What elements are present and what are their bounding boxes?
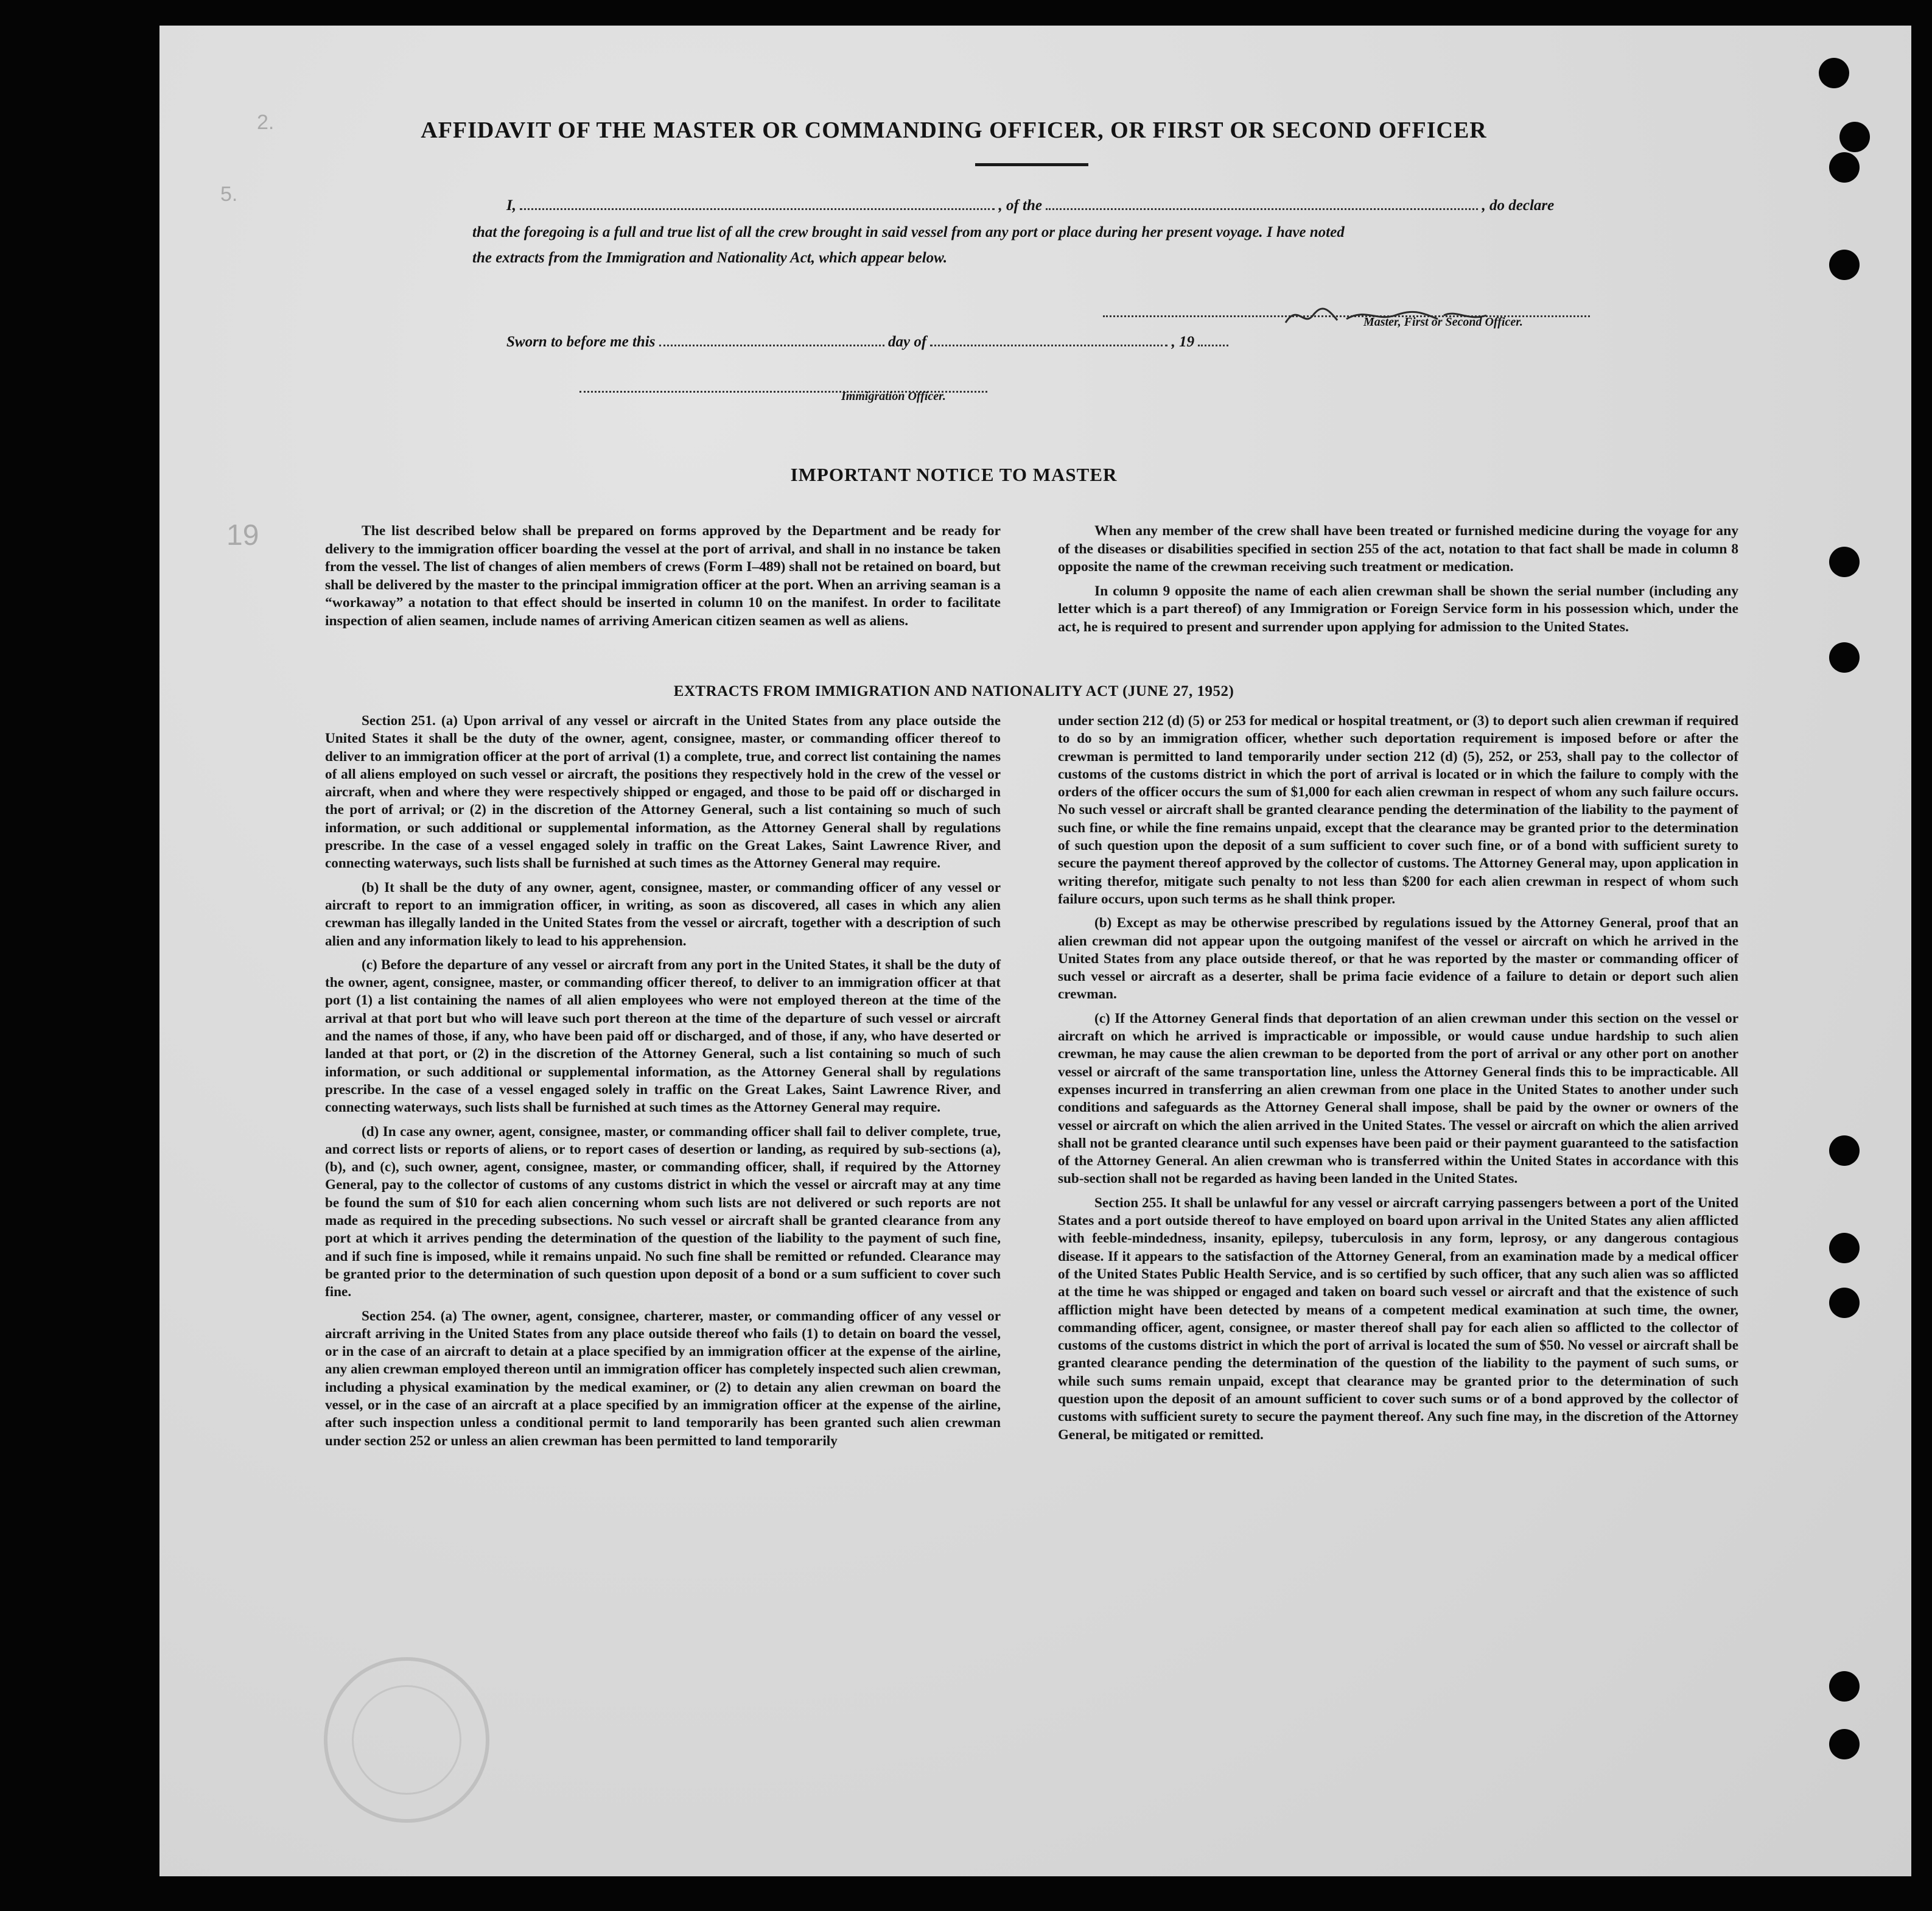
extracts-right-column (1058, 712, 1738, 1450)
punch-hole-9 (1829, 1288, 1860, 1318)
declaration-text-2: the extracts from the Immigration and Nationality Act, which appear below. (472, 250, 948, 266)
notice-right-column (1058, 522, 1738, 643)
section-254-c: (c) If the Attorney General finds that deportation of an alien crewman under this section on the vessel or aircraft on which he arrived is impracticable or impossible, or would cause undue hardship to such alien crewman, he may cause the alien crewman to be deported from the port of arrival or any other port on another vessel or aircraft of the same transportation line, unless the Attorney General finds this to be impracticable. All expenses incurred in transferring an alien crewman from one place in the United States to another under such conditions and safeguards as the Attorney General shall impose, shall be paid by the owner or owners of the vessel or aircraft on which the alien arrived in the United States. The vessel or aircraft on which the alien arrived shall not be granted clearance until such expenses have been paid or their payment guaranteed to the satisfaction of the Attorney General. An alien crewman who is transferred within the United States in accordance with this sub-section shall not be regarded as having been landed in the United States. (1058, 1010, 1738, 1187)
of-the-label: , of the (998, 197, 1043, 214)
punch-hole-8 (1829, 1233, 1860, 1263)
punch-hole-1 (1819, 58, 1849, 88)
section-251-b: (b) It shall be the duty of any owner, agent, consignee, master, or commanding officer of any vessel or aircraft to report to an immigration officer, in writing, as soon as discovered, all cases in which any alien crewman has illegally landed in the United States from the vessel or aircraft, together with a description of such alien and any information likely to lead to his apprehension. (325, 879, 1001, 949)
section-254-b: (b) Except as may be otherwise prescribed by regulations issued by the Attorney General, proof that an alien crewman did not appear upon the outgoing manifest of the vessel or aircraft on which he arrived in the United States from any place outside thereof, or that he was reported by the master or commanding officer of such vessel or aircraft as a deserter, shall be prima facie evidence of a failure to detain or deport such alien crewman. (1058, 915, 1738, 1003)
affidavit-title: AFFIDAVIT OF THE MASTER OR COMMANDING OFFICER, OR FIRST OR SECOND OFFICER (421, 117, 1487, 143)
bleed-mark-1: 2. (257, 111, 275, 134)
section-254-a: Section 254. (a) The owner, agent, consignee, charterer, master, or commanding officer of any vessel or aircraft arriving in the United States from any place outside thereof who fails (1) to detain on board the vessel, or in the case of an aircraft to detain at a place specified by an immigration officer at the expense of the airline, any alien crewman employed thereon until an immigration officer has completely inspected such alien crewman, including a physical examination by the medical examiner, or (2) to detain any alien crewman on board the vessel, or in the case of an aircraft at a place specified by an immigration officer at the expense of the airline, after such inspection unless a conditional permit to land temporarily has been granted such alien crewman under section 252 or unless an alien crewman has been permitted to land temporarily (325, 1308, 1001, 1449)
faint-stamp-seal (324, 1657, 489, 1823)
punch-hole-7 (1829, 1135, 1860, 1166)
title-divider (975, 163, 1088, 166)
extracts-title: EXTRACTS FROM IMMIGRATION AND NATIONALITY ACT (JUNE 27, 1952) (673, 683, 1234, 700)
notice-right-paragraph-2: In column 9 opposite the name of each alien crewman shall be shown the serial number (including any letter which is a part thereof) of any Immigration or Foreign Service form in his possession which, under the act, he is required to present and surrender upon applying for admission to the United States. (1058, 583, 1738, 635)
section-251-c: (c) Before the departure of any vessel or aircraft from any port in the United States, it shall be the duty of the owner, agent, consignee, master, or commanding officer thereof, to deliver to an immigration officer at that port (1) a list containing the names of all alien employees who were not employed thereon at the time of the arrival at that port but who will leave such port thereon at the time of the departure of such vessel or aircraft and the names of those, if any, who have been paid off or discharged, and of those, if any, who have deserted or landed at that port, or (2) in the discretion of the Attorney General, such a list containing so much of such information, or such additional or supplemental information, as the Attorney General shall by regulations prescribe. In the case of a vessel engaged solely in traffic on the Great Lakes, Saint Lawrence River, and connecting waterways, such lists shall be furnished at such times as the Attorney General may require. (325, 956, 1001, 1116)
vessel-field[interactable] (1046, 208, 1478, 210)
section-255: Section 255. It shall be unlawful for any vessel or aircraft carrying passengers between a port of the United States and a port outside thereof to have employed on board upon arrival in the United States any alien afflicted with feeble-mindedness, insanity, epilepsy, tuberculosis in any form, leprosy, or any dangerous contagious disease. If it appears to the satisfaction of the Attorney General, from an examination made by a medical officer of the United States Public Health Service, and is so certified by such officer, that any such alien was so afflicted at the time he was shipped or engaged and taken on board such vessel or aircraft and that the existence of such affliction might have been detected by means of a competent medical examination at such time, the owner, commanding officer, agent, consignee, or master thereof shall pay for each alien so afflicted to the collector of customs of the customs district in which the port of arrival is located the sum of $50. No vessel or aircraft shall be granted clearance pending the determination of the question of the liability to the payment of such sums, or while such sums remain unpaid, except that clearance may be granted prior to the determination of such question upon the deposit of an amount sufficient to cover such sums or of a bond approved by the collector of customs with sufficient surety to secure the payment thereof. Any such fine may, in the discretion of the Attorney General, be mitigated or remitted. (1058, 1194, 1738, 1443)
declaration-line (506, 197, 1554, 214)
day-of-label: day of (887, 334, 927, 350)
sworn-line (506, 334, 1228, 351)
punch-hole-11 (1829, 1729, 1860, 1759)
extracts-left-column (325, 712, 1001, 1456)
sworn-year-field[interactable] (1198, 344, 1228, 346)
bleed-mark-3: 19 (226, 519, 259, 552)
section-254-a-continued: under section 212 (d) (5) or 253 for medical or hospital treatment, or (3) to deport such alien crewman if required to do so by an immigration officer, whether such deportation requirement is imposed before or after the crewman is permitted to land temporarily under section 212 (d) (5), 252, or 253, shall pay to the collector of customs of the customs district in which the port of arrival is located or in which the failure to comply with the orders of the officer occurs the sum of $1,000 for each alien crewman in respect of whom any such failure occurs. No such vessel or aircraft shall be granted clearance pending the determination of the liability to the payment of such fine, or while the fine remains unpaid, except that the clearance may be granted prior to the determination of such question upon the deposit of a sum sufficient to cover such fine, or of a bond with sufficient surety to secure the payment thereof approved by the collector of customs. The Attorney General may, upon application in writing therefor, mitigate such penalty to not less than $200 for each alien crewman in respect of whom such failure occurs, upon such terms as he shall think proper. (1058, 713, 1738, 907)
sworn-day-field[interactable] (659, 344, 884, 346)
document-page (159, 26, 1911, 1876)
sworn-label: Sworn to before me this (506, 334, 656, 350)
section-251-d: (d) In case any owner, agent, consignee, master, or commanding officer shall fail to deliver complete, true, and correct lists or reports of aliens, or to report cases of desertion or landing, as required by sub-sections (a), (b), and (c), such owner, agent, consignee, master, or commanding officer, shall, if required by the Attorney General, pay to the collector of customs of any customs district in which the vessel or aircraft may at any time be found the sum of $10 for each alien concerning whom such lists are not delivered or such reports are not made as required in the preceding subsections. No such vessel or aircraft shall be granted clearance from any port at which it arrives pending the determination of the question of the liability to the payment of such fine, and if such fine is imposed, while it remains unpaid. No such fine shall be remitted or refunded. Clearance may be granted prior to the determination of such question upon deposit of a bond or a sum sufficient to cover such fine. (325, 1123, 1001, 1300)
punch-hole-4 (1829, 250, 1860, 280)
declaration-text-1: that the foregoing is a full and true list of all the crew brought in said vessel from any port or place during her present voyage. I have noted (472, 224, 1345, 240)
name-field[interactable] (520, 208, 995, 210)
master-caption: Master, First or Second Officer. (1363, 315, 1523, 329)
notice-title: IMPORTANT NOTICE TO MASTER (790, 464, 1118, 485)
notice-left-paragraph: The list described below shall be prepared on forms approved by the Department and be ready for delivery to the immigration officer boarding the vessel at the port of arrival, and shall in no instance be taken from the vessel. The list of changes of alien members of crews (Form I–489) shall not be retained on board, but shall be delivered by the master to the principal immigration officer at the port. When an arriving seaman is a “workaway” a notation to that effect should be inserted in column 10 on the manifest. In order to facilitate inspection of alien seamen, include names of arriving American citizen seamen as well as aliens. (325, 523, 1001, 629)
punch-hole-10 (1829, 1671, 1860, 1702)
officer-caption: Immigration Officer. (841, 390, 946, 403)
notice-right-paragraph-1: When any member of the crew shall have been treated or furnished medicine during the voyage for any of the diseases or disabilities specified in section 255 of the act, notation to that fact shall be made in column 8 opposite the name of the crewman receiving such treatment or medication. (1058, 523, 1738, 575)
sworn-month-field[interactable] (930, 344, 1167, 346)
punch-hole-5 (1829, 547, 1860, 577)
punch-hole-2 (1839, 122, 1870, 152)
punch-hole-6 (1829, 642, 1860, 673)
year-label: , 19 (1171, 334, 1195, 350)
i-label: I, (506, 197, 516, 214)
punch-hole-3 (1829, 152, 1860, 183)
do-declare-label: , do declare (1482, 197, 1555, 214)
section-251-a: Section 251. (a) Upon arrival of any vessel or aircraft in the United States from any place outside the United States it shall be the duty of the owner, agent, consignee, master, or commanding officer thereof to deliver to an immigration officer at the port of arrival (1) a complete, true, and correct list containing the names of all aliens employed on such vessel or aircraft, the positions they respectively hold in the crew of the vessel or aircraft, when and where they were respectively shipped or engaged, and those to be paid off or discharged in the port of arrival; or (2) in the discretion of the Attorney General, such a list containing so much of such information, or such additional or supplemental information, as the Attorney General shall by regulations prescribe. In the case of a vessel engaged solely in traffic on the Great Lakes, Saint Lawrence River, and connecting waterways, such lists shall be furnished at such times as the Attorney General may require. (325, 713, 1001, 872)
notice-left-column (325, 522, 1001, 637)
bleed-mark-2: 5. (220, 183, 238, 206)
